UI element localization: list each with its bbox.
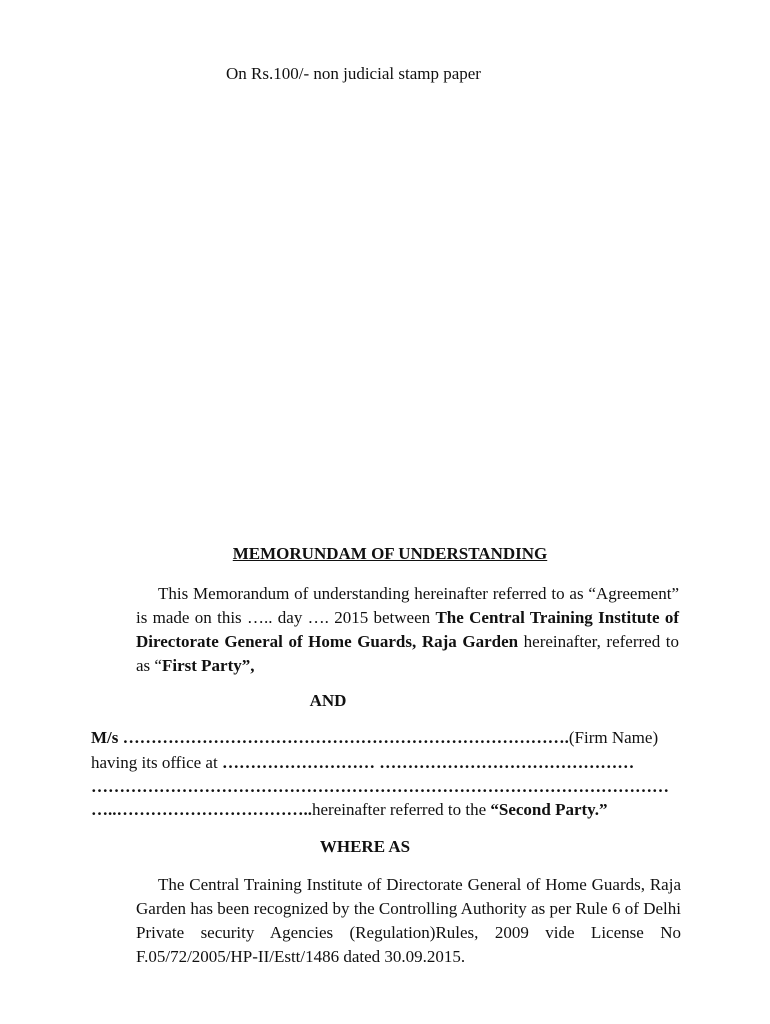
address-dots-line: ………………………………………………………………………………………… xyxy=(91,777,669,796)
and-heading: AND xyxy=(309,691,347,710)
whereas-heading: WHERE AS xyxy=(319,837,411,856)
office-label: having its office at xyxy=(91,753,222,772)
first-party-label: First Party”, xyxy=(161,656,255,675)
address-dots-end: …..…………………………….. xyxy=(91,800,312,819)
first-party-name: The Central Training Institute of Directorate General of Home Guards, Raja Garden xyxy=(136,608,679,651)
ms-label: M/s xyxy=(91,728,119,747)
document-title: MEMORUNDAM OF UNDERSTANDING xyxy=(232,544,548,563)
intro-text-part2: hereinafter, referred to as “ xyxy=(136,632,680,675)
firm-name-line xyxy=(91,728,681,748)
stamp-paper-note: On Rs.100/- non judicial stamp paper xyxy=(226,64,481,83)
office-dots: ……………………… ……………………………………… xyxy=(221,753,635,772)
hereinafter-text: hereinafter referred to the xyxy=(312,800,491,819)
ms-dots: ……………………………………………………………………. xyxy=(118,728,569,747)
whereas-paragraph: The Central Training Institute of Directorate General of Home Guards, Raja Garden has been recognized by the Controlling Authority as per Rule 6 of Delhi Private security Agencies (Regulation)Rules, 2009 vide License No F.05/72/2005/HP-II/Estt/1486 dated 30.09.2015. xyxy=(136,875,681,966)
intro-paragraph xyxy=(136,582,679,678)
intro-text-part1: This Memorandum of understanding hereinafter referred to as “Agreement” is made on this ….. day …. 2015 between xyxy=(136,584,679,627)
office-line xyxy=(91,753,681,773)
second-party-line xyxy=(91,800,681,820)
firm-name-label: (Firm Name) xyxy=(568,728,659,747)
second-party-label: “Second Party.” xyxy=(490,800,608,819)
